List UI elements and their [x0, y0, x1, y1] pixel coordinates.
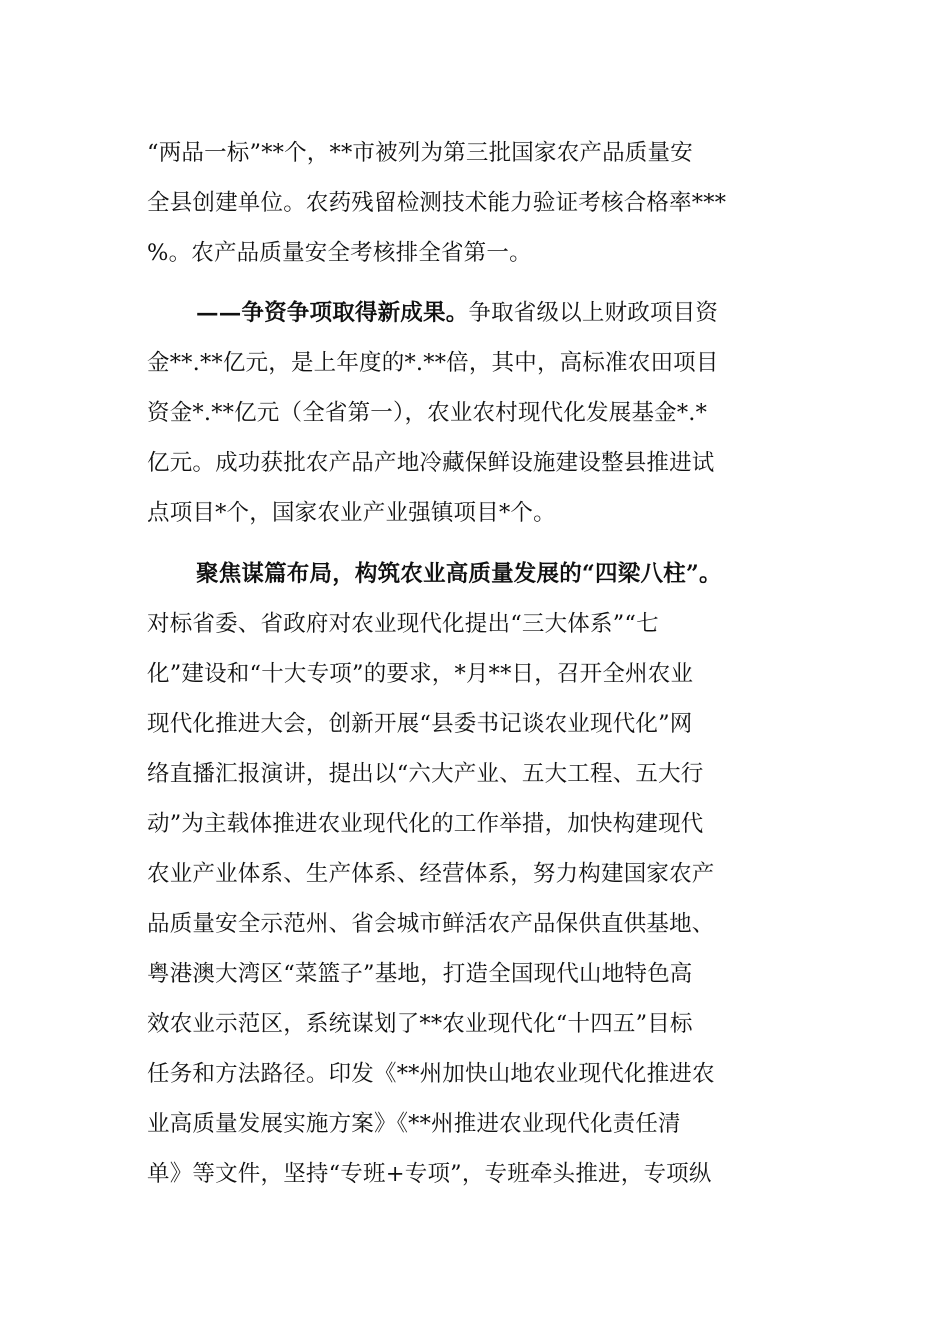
body-text-line: 金**.**亿元，是上年度的*.**倍，其中，高标准农田项目: [147, 350, 719, 376]
body-text-line: 点项目*个，国家农业产业强镇项目*个。: [147, 500, 556, 526]
paragraph-lead-heading: 聚焦谋篇布局，构筑农业高质量发展的“四梁八柱”。: [196, 561, 722, 587]
body-text-line: 农业产业体系、生产体系、经营体系，努力构建国家农产: [147, 861, 715, 887]
body-text-line: 品质量安全示范州、省会城市鲜活农产品保供直供基地、: [147, 911, 715, 937]
paragraph-lead-heading: ——争资争项取得新成果。: [196, 300, 469, 326]
body-text-line: 亿元。成功获批农产品产地冷藏保鲜设施建设整县推进试: [147, 450, 715, 476]
body-text-line: 全县创建单位。农药残留检测技术能力验证考核合格率***: [147, 190, 727, 216]
body-text-line: 业高质量发展实施方案》《**州推进农业现代化责任清: [147, 1111, 681, 1137]
body-text-line: 络直播汇报演讲，提出以“六大产业、五大工程、五大行: [147, 761, 704, 787]
body-text-line: 动”为主载体推进农业现代化的工作举措，加快构建现代: [147, 811, 704, 837]
body-text-line: 资金*.**亿元（全省第一），农业农村现代化发展基金*.*: [147, 400, 708, 426]
body-text-line: 现代化推进大会，创新开展“县委书记谈农业现代化”网: [147, 711, 693, 737]
body-text-line: “两品一标”**个，**市被列为第三批国家农产品质量安: [147, 140, 693, 166]
body-text: 争取省级以上财政项目资: [468, 300, 719, 326]
body-text-line: 任务和方法路径。印发《**州加快山地农业现代化推进农: [147, 1061, 715, 1087]
body-text-line: 对标省委、省政府对农业现代化提出“三大体系”“七: [147, 611, 659, 637]
body-text-line: 化”建设和“十大专项”的要求，*月**日，召开全州农业: [147, 661, 694, 687]
body-text-line: 效农业示范区，系统谋划了**农业现代化“十四五”目标: [147, 1011, 693, 1037]
body-text-line: %。农产品质量安全考核排全省第一。: [147, 240, 532, 266]
body-text-line: 单》等文件，坚持“专班+专项”，专班牵头推进，专项纵: [147, 1161, 712, 1187]
paragraph-first-line: [196, 293, 886, 333]
body-text-line: 粤港澳大湾区“菜篮子”基地，打造全国现代山地特色高: [147, 961, 693, 987]
